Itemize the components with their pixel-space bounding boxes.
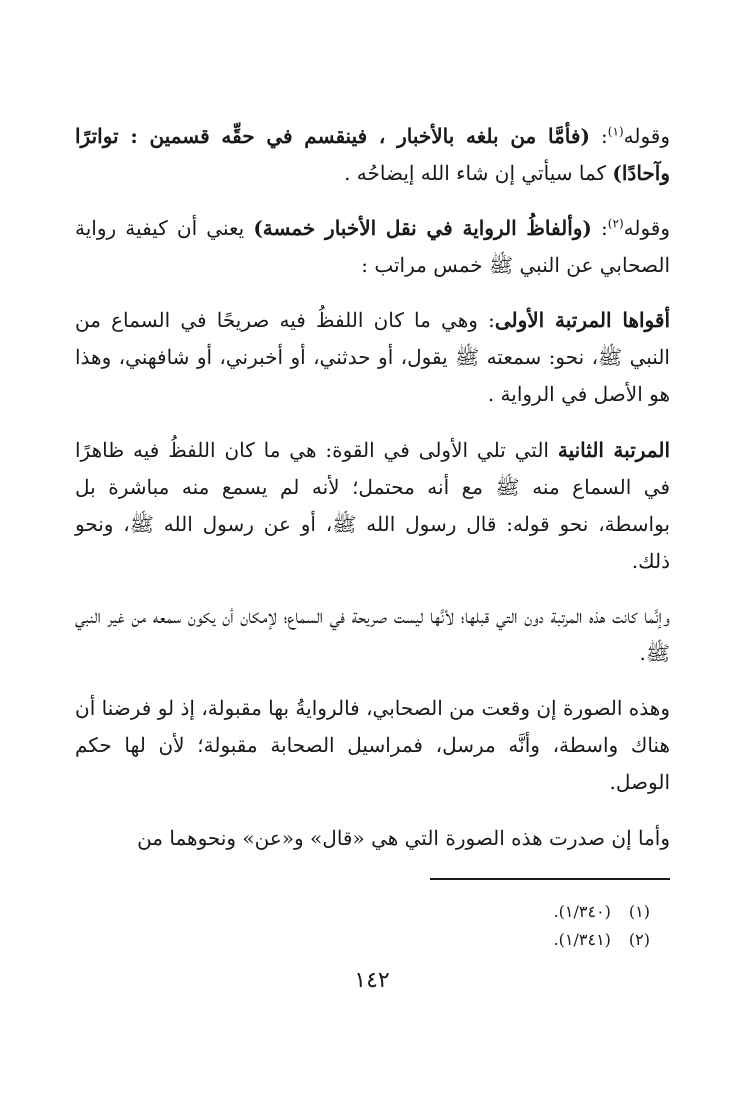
footnote-2 xyxy=(300,928,650,952)
paragraph-2-lead: وقوله xyxy=(623,216,670,240)
paragraph-6-body: وهذه الصورة إن وقعت من الصحابي، فالروايةُ بها مقبولة، إذ لو فرضنا أن هناك واسطة، وأنَّه مرسل، فمراسيل الصحابة مقبولة؛ لأن لها حكم الوصل. xyxy=(75,696,670,794)
footnote-1-number: (١) xyxy=(628,902,650,921)
paragraph-4 xyxy=(75,432,670,580)
paragraph-5-body: وإنَّما كانت هذه المرتبة دون التي قبلها؛ لأنَّها ليست صريحة في السماع؛ لإمكان أن يكون سمعه من غير النبي ﷺ. xyxy=(75,604,670,665)
footnote-2-number: (٢) xyxy=(628,930,650,949)
paragraph-7 xyxy=(75,820,670,857)
paragraph-4-body: التي تلي الأولى في القوة: هي ما كان اللفظُ فيه ظاهرًا في السماع منه ﷺ مع أنه محتمل؛ لأنه لم يسمع منه مباشرة بل بواسطة، نحو قوله: قال رسول الله ﷺ، أو عن رسول الله ﷺ، ونحو ذلك. xyxy=(75,438,670,573)
footnote-divider xyxy=(430,878,670,880)
paragraph-2 xyxy=(75,210,670,284)
footnote-ref-1: (١) xyxy=(607,124,624,139)
paragraph-1-lead: وقوله xyxy=(623,124,670,148)
page-number: ١٤٢ xyxy=(354,968,390,993)
footnote-2-text: (١/٣٤١). xyxy=(553,930,611,949)
paragraph-2-colon: : xyxy=(591,216,608,240)
paragraph-6 xyxy=(75,690,670,801)
paragraph-2-tail: يعني أن كيفية رواية الصحابي عن النبي ﷺ خمس مراتب : xyxy=(75,216,670,277)
paragraph-2-quote: (وألفاظُ الرواية في نقل الأخبار خمسة) xyxy=(253,216,592,240)
paragraph-3 xyxy=(75,302,670,413)
paragraph-7-body: وأما إن صدرت هذه الصورة التي هي «قال» و«عن» ونحوهما من xyxy=(137,826,670,850)
paragraph-3-body: : وهي ما كان اللفظُ فيه صريحًا في السماع من النبي ﷺ، نحو: سمعته ﷺ يقول، أو حدثني، أو أخبرني، أو شافهني، وهذا هو الأصل في الرواية . xyxy=(75,308,670,406)
paragraph-3-heading: أقواها المرتبة الأولى xyxy=(494,308,671,332)
footnote-ref-2: (٢) xyxy=(607,216,624,231)
paragraph-1-colon: : xyxy=(589,124,608,148)
footnote-1-text: (١/٣٤٠). xyxy=(553,902,611,921)
paragraph-1-quote: (فأمَّا من بلغه بالأخبار ، فينقسم في حقِّه قسمين : تواترًا وآحادًا) xyxy=(75,124,670,185)
paragraph-1-tail: كما سيأتي إن شاء الله إيضاحُه . xyxy=(344,161,613,185)
footnote-1 xyxy=(300,900,650,924)
paragraph-5 xyxy=(75,598,670,672)
paragraph-4-heading: المرتبة الثانية xyxy=(557,438,671,462)
paragraph-1 xyxy=(75,118,670,192)
